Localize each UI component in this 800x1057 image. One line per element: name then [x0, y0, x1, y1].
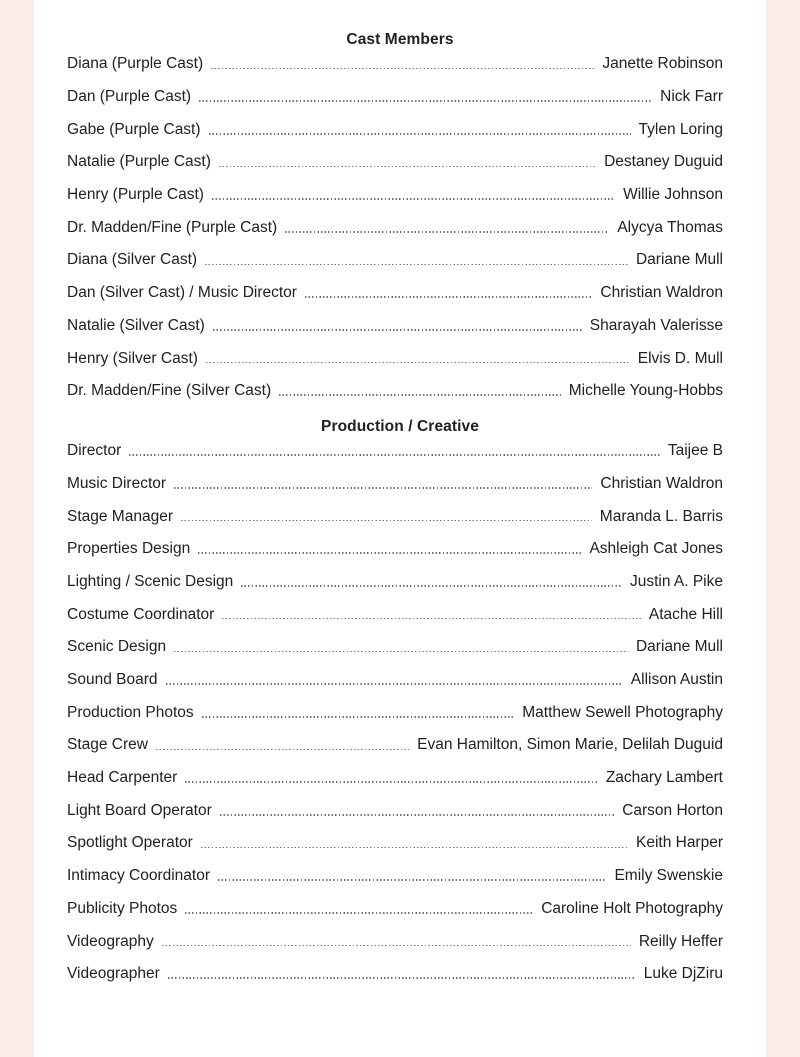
credit-name: Taijee B [667, 442, 723, 460]
page-margin-left [0, 0, 34, 1057]
credit-role: Dan (Purple Cast) [67, 88, 192, 106]
credit-row [67, 375, 723, 408]
dotted-leader [220, 814, 614, 816]
credit-role: Videography [67, 932, 154, 950]
credit-role: Dr. Madden/Fine (Purple Cast) [67, 218, 278, 236]
dotted-leader [218, 879, 606, 881]
credit-role: Intimacy Coordinator [67, 867, 211, 885]
credit-name: Christian Waldron [600, 284, 723, 302]
credit-name: Matthew Sewell Photography [522, 703, 723, 721]
credit-name: Atache Hill [648, 605, 723, 623]
credit-name: Tylen Loring [638, 120, 723, 138]
dotted-leader [162, 945, 631, 947]
credit-name: Caroline Holt Photography [541, 899, 723, 917]
credit-name: Christian Waldron [600, 474, 723, 492]
credit-role: Light Board Operator [67, 801, 212, 819]
dotted-leader [213, 329, 582, 331]
dotted-leader [205, 264, 628, 266]
credit-row [67, 762, 723, 795]
section-title-cast-members: Cast Members [346, 31, 454, 48]
credit-row [67, 310, 723, 343]
dotted-leader [174, 651, 628, 653]
dotted-leader [241, 585, 622, 587]
dotted-leader [174, 487, 592, 489]
credit-row [67, 435, 723, 468]
credit-row [67, 81, 723, 114]
credit-role: Videographer [67, 965, 160, 983]
credit-row [67, 566, 723, 599]
dotted-leader [198, 552, 581, 554]
credit-row [67, 146, 723, 179]
credit-name: Alycya Thomas [617, 218, 723, 236]
page-margin-right [766, 0, 800, 1057]
credit-role: Lighting / Scenic Design [67, 572, 234, 590]
dotted-leader [305, 296, 592, 298]
credit-name: Carson Horton [622, 801, 723, 819]
credit-role: Stage Crew [67, 736, 148, 754]
credit-name: Michelle Young-Hobbs [568, 382, 723, 400]
dotted-leader [156, 749, 409, 751]
credit-row [67, 827, 723, 860]
credit-role: Scenic Design [67, 638, 167, 656]
credit-row [67, 794, 723, 827]
dotted-leader [168, 977, 636, 979]
credit-role: Head Carpenter [67, 769, 178, 787]
credit-role: Director [67, 442, 122, 460]
credit-role: Diana (Silver Cast) [67, 251, 198, 269]
credit-row [67, 244, 723, 277]
credit-row [67, 598, 723, 631]
credit-name: Nick Farr [660, 88, 723, 106]
credit-role: Dr. Madden/Fine (Silver Cast) [67, 382, 272, 400]
credit-row [67, 696, 723, 729]
dotted-leader [206, 362, 630, 364]
credit-name: Keith Harper [635, 834, 723, 852]
section-title-production-creative: Production / Creative [321, 417, 479, 435]
credit-role: Sound Board [67, 671, 158, 689]
credit-row [67, 179, 723, 212]
credit-role: Gabe (Purple Cast) [67, 120, 201, 138]
credit-row [67, 342, 723, 375]
credit-row [67, 860, 723, 893]
credits-content [34, 0, 766, 1057]
credit-row [67, 277, 723, 310]
credit-name: Dariane Mull [635, 638, 723, 656]
credit-row [67, 729, 723, 762]
credit-row [67, 468, 723, 501]
credit-role: Diana (Purple Cast) [67, 55, 204, 73]
credit-role: Publicity Photos [67, 899, 178, 917]
credit-role: Natalie (Silver Cast) [67, 316, 205, 334]
dotted-leader [222, 618, 641, 620]
dotted-leader [209, 133, 631, 135]
credit-name: Emily Swenskie [614, 867, 723, 885]
credit-role: Production Photos [67, 703, 194, 721]
dotted-leader [185, 781, 598, 783]
credit-role: Stage Manager [67, 507, 173, 525]
credit-role: Henry (Purple Cast) [67, 186, 204, 204]
dotted-leader [285, 231, 609, 233]
credit-row [67, 925, 723, 958]
credit-name: Dariane Mull [635, 251, 723, 269]
dotted-leader [212, 198, 615, 200]
credit-name: Justin A. Pike [629, 572, 723, 590]
credit-name: Luke DjZiru [643, 965, 723, 983]
credit-row [67, 211, 723, 244]
credit-row [67, 631, 723, 664]
dotted-leader [211, 68, 594, 70]
dotted-leader [185, 912, 533, 914]
dotted-leader [199, 100, 652, 102]
credit-row [67, 958, 723, 991]
credit-role: Costume Coordinator [67, 605, 215, 623]
dotted-leader [181, 520, 592, 522]
credit-row [67, 48, 723, 81]
credit-name: Evan Hamilton, Simon Marie, Delilah Duguid [417, 736, 723, 754]
credit-role: Spotlight Operator [67, 834, 193, 852]
credit-row [67, 113, 723, 146]
credit-name: Destaney Duguid [604, 153, 723, 171]
cast-members-list [67, 48, 723, 408]
credit-name: Reilly Heffer [638, 932, 723, 950]
credit-role: Dan (Silver Cast) / Music Director [67, 284, 297, 302]
credit-role: Properties Design [67, 540, 191, 558]
credit-row [67, 533, 723, 566]
credit-row [67, 664, 723, 697]
dotted-leader [166, 683, 623, 685]
credit-name: Ashleigh Cat Jones [589, 540, 723, 558]
dotted-leader [129, 454, 660, 456]
credit-name: Elvis D. Mull [637, 349, 723, 367]
credit-name: Maranda L. Barris [599, 507, 723, 525]
credit-row [67, 500, 723, 533]
credit-name: Allison Austin [630, 671, 723, 689]
credit-name: Willie Johnson [623, 186, 723, 204]
credit-row [67, 892, 723, 925]
credit-role: Natalie (Purple Cast) [67, 153, 211, 171]
dotted-leader [201, 847, 628, 849]
credit-name: Zachary Lambert [605, 769, 723, 787]
credit-name: Janette Robinson [602, 55, 723, 73]
dotted-leader [202, 716, 515, 718]
credit-role: Henry (Silver Cast) [67, 349, 198, 367]
credit-role: Music Director [67, 474, 167, 492]
dotted-leader [219, 166, 596, 168]
credit-name: Sharayah Valerisse [589, 316, 723, 334]
production-creative-list [67, 435, 723, 991]
dotted-leader [279, 394, 561, 396]
